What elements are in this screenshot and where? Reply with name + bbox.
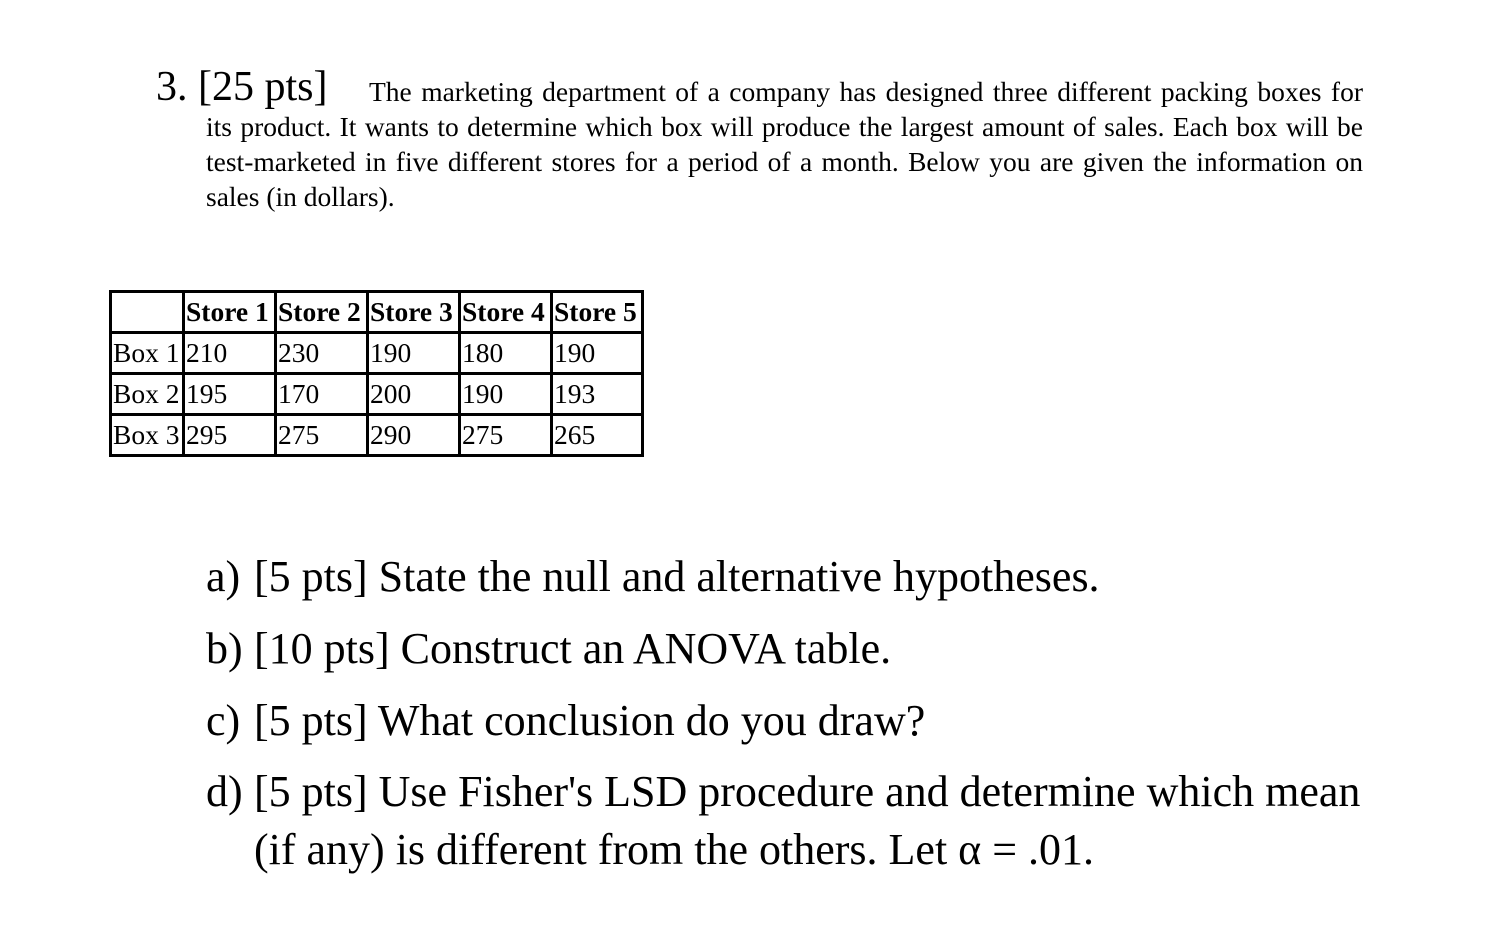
question-label: a) <box>206 552 241 601</box>
problem-text: The marketing department of a company has designed three different packing boxes for its product. It wants to determine which box will produce the largest amount of sales. Each box will be test-marketed in five different stores for a period of a month. Below you are given the information on sales (in dollars). <box>206 76 1363 212</box>
table-row <box>111 374 643 415</box>
question-label: d) <box>206 767 243 816</box>
table-cell: 195 <box>184 374 276 415</box>
table-row <box>111 333 643 374</box>
question-label: b) <box>206 624 243 673</box>
question-list <box>206 553 1386 879</box>
table-cell: 275 <box>460 415 552 456</box>
problem-number: 3. <box>156 64 188 110</box>
column-header: Store 5 <box>552 292 643 333</box>
question-b <box>206 625 1386 673</box>
question-c <box>206 697 1386 745</box>
row-header: Box 1 <box>111 333 184 374</box>
column-header: Store 4 <box>460 292 552 333</box>
table-cell: 275 <box>276 415 368 456</box>
table-cell: 170 <box>276 374 368 415</box>
table-cell: 190 <box>460 374 552 415</box>
table-row <box>111 415 643 456</box>
question-d <box>206 763 1386 879</box>
question-text: [5 pts] What conclusion do you draw? <box>254 696 926 745</box>
column-header: Store 2 <box>276 292 368 333</box>
question-a <box>206 553 1386 601</box>
table-cell: 190 <box>368 333 460 374</box>
question-text: [10 pts] Construct an ANOVA table. <box>254 624 892 673</box>
row-header: Box 3 <box>111 415 184 456</box>
question-text: [5 pts] State the null and alternative hypotheses. <box>254 552 1100 601</box>
table-corner-cell <box>111 292 184 333</box>
table-header-row <box>111 292 643 333</box>
table-cell: 295 <box>184 415 276 456</box>
problem-statement <box>206 74 1363 214</box>
table-cell: 200 <box>368 374 460 415</box>
table-cell: 265 <box>552 415 643 456</box>
sales-table <box>109 290 644 457</box>
table-cell: 290 <box>368 415 460 456</box>
column-header: Store 1 <box>184 292 276 333</box>
column-header: Store 3 <box>368 292 460 333</box>
table-cell: 180 <box>460 333 552 374</box>
table-cell: 210 <box>184 333 276 374</box>
question-label: c) <box>206 696 241 745</box>
table-cell: 190 <box>552 333 643 374</box>
question-text: [5 pts] Use Fisher's LSD procedure and determine which mean (if any) is different from the others. Let α = .01. <box>254 767 1361 874</box>
problem-points: [25 pts] <box>198 64 328 110</box>
row-header: Box 2 <box>111 374 184 415</box>
table-cell: 193 <box>552 374 643 415</box>
table-cell: 230 <box>276 333 368 374</box>
